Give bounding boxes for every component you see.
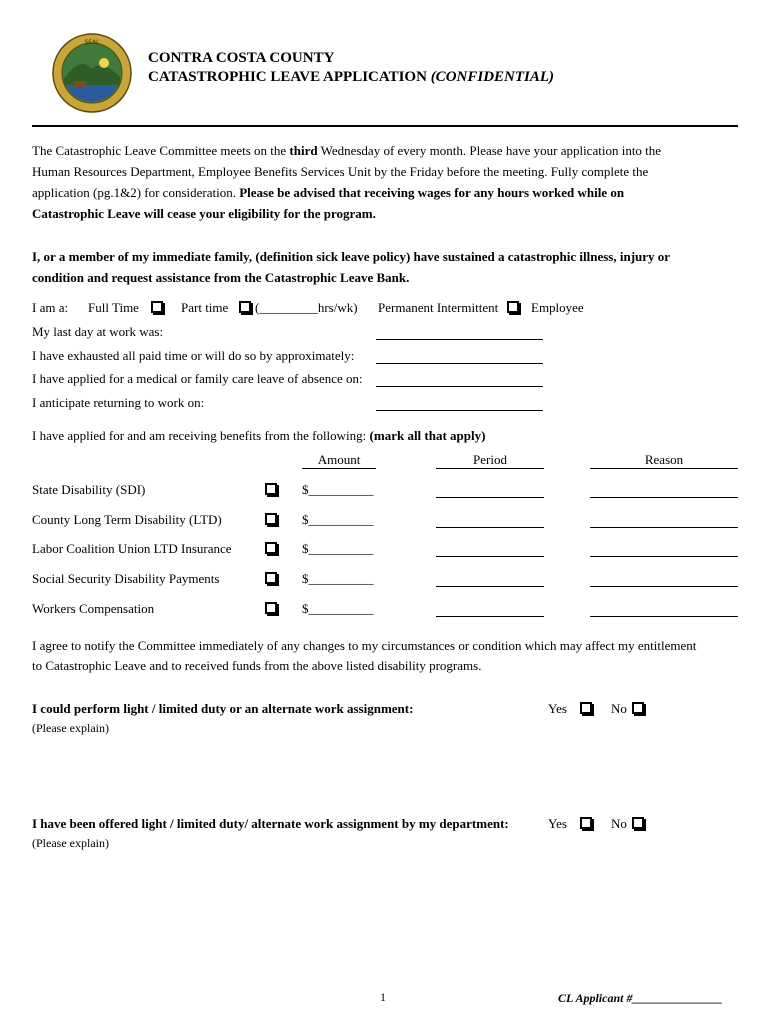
offered-duty-yes-label: Yes [548, 816, 567, 831]
benefit-period-ssd[interactable] [436, 586, 544, 587]
benefit-reason-union-ltd[interactable] [590, 556, 738, 557]
agreement-line-1: I agree to notify the Committee immediately of any changes to my circumstances or condition which may affect my entitlement [32, 638, 697, 653]
seal-label: SEAL [84, 39, 100, 46]
intro-line-2: Human Resources Department, Employee Benefits Services Unit by the Friday before the meeting. Fully complete the [32, 164, 649, 179]
light-duty-explain-area[interactable] [32, 740, 738, 800]
benefit-period-ltd[interactable] [436, 527, 544, 528]
intro-line-1 [32, 143, 661, 159]
return-date-label: I anticipate returning to work on: [32, 395, 205, 410]
benefit-checkbox-ssd[interactable] [265, 572, 277, 584]
benefit-label-sdi: State Disability (SDI) [32, 482, 146, 497]
form-title-main: CATASTROPHIC LEAVE APPLICATION [148, 69, 431, 85]
county-name: CONTRA COSTA COUNTY [148, 50, 335, 66]
permanent-intermittent-label: Permanent Intermittent [378, 300, 499, 315]
light-duty-yes-checkbox[interactable] [580, 702, 592, 714]
benefit-amount-ltd[interactable]: $__________ [302, 512, 374, 527]
light-duty-no-checkbox[interactable] [632, 702, 644, 714]
cl-applicant-number[interactable]: CL Applicant #_______________ [558, 991, 723, 1005]
offered-duty-yes-checkbox[interactable] [580, 817, 592, 829]
last-day-label: My last day at work was: [32, 324, 164, 339]
light-duty-no-label: No [611, 701, 627, 716]
light-duty-question: I could perform light / limited duty or an alternate work assignment: [32, 701, 414, 716]
benefit-label-ssd: Social Security Disability Payments [32, 571, 220, 586]
page-number: 1 [380, 990, 386, 1004]
benefit-reason-ssd[interactable] [590, 586, 738, 587]
benefit-reason-ltd[interactable] [590, 527, 738, 528]
leave-applied-input[interactable] [376, 386, 543, 387]
intro-text: Wednesday of every month. Please have your application into the [317, 143, 662, 158]
leave-applied-label: I have applied for a medical or family care leave of absence on: [32, 371, 363, 386]
offered-duty-explain-label: (Please explain) [32, 836, 109, 850]
employment-label: I am a: [32, 300, 69, 315]
offered-duty-no-checkbox[interactable] [632, 817, 644, 829]
benefit-period-union-ltd[interactable] [436, 556, 544, 557]
benefit-checkbox-ltd[interactable] [265, 513, 277, 525]
confidential-label: (CONFIDENTIAL) [430, 69, 555, 85]
column-header-amount: Amount [302, 452, 376, 469]
benefit-period-workers-comp[interactable] [436, 616, 544, 617]
intro-line-4: Catastrophic Leave will cease your eligibility for the program. [32, 206, 376, 221]
statement-line-1: I, or a member of my immediate family, (definition sick leave policy) have sustained a catastrophic illness, injury or [32, 249, 671, 264]
offered-duty-no-label: No [611, 816, 627, 831]
permanent-intermittent-checkbox[interactable] [507, 301, 519, 313]
offered-duty-question: I have been offered light / limited duty/ alternate work assignment by my department: [32, 816, 509, 831]
part-time-label: Part time [181, 300, 229, 315]
benefit-checkbox-sdi[interactable] [265, 483, 277, 495]
full-time-label: Full Time [88, 300, 139, 315]
benefits-intro-text: I have applied for and am receiving benefits from the following: [32, 428, 370, 443]
intro-line-3 [32, 185, 624, 201]
exhausted-paid-time-input[interactable] [376, 363, 543, 364]
benefits-intro [32, 428, 485, 444]
column-header-reason: Reason [590, 452, 738, 469]
light-duty-explain-label: (Please explain) [32, 721, 109, 735]
column-header-period: Period [436, 452, 544, 469]
intro-text: The Catastrophic Leave Committee meets on the [32, 143, 290, 158]
header-divider [32, 125, 738, 127]
benefit-amount-sdi[interactable]: $__________ [302, 482, 374, 497]
benefit-label-workers-comp: Workers Compensation [32, 601, 155, 616]
benefit-label-union-ltd: Labor Coalition Union LTD Insurance [32, 541, 232, 556]
benefit-checkbox-union-ltd[interactable] [265, 542, 277, 554]
intro-text: application (pg.1&2) for consideration. [32, 185, 240, 200]
employee-label: Employee [531, 300, 584, 315]
benefit-checkbox-workers-comp[interactable] [265, 602, 277, 614]
form-title [148, 69, 554, 85]
light-duty-yes-label: Yes [548, 701, 567, 716]
exhausted-paid-time-label: I have exhausted all paid time or will do so by approximately: [32, 348, 355, 363]
last-day-input[interactable] [376, 339, 543, 340]
benefit-amount-workers-comp[interactable]: $__________ [302, 601, 374, 616]
benefit-reason-workers-comp[interactable] [590, 616, 738, 617]
full-time-checkbox[interactable] [151, 301, 163, 313]
offered-duty-explain-area[interactable] [32, 855, 738, 955]
hours-per-week-field[interactable]: (_________hrs/wk) [255, 300, 358, 315]
benefit-reason-sdi[interactable] [590, 497, 738, 498]
benefit-amount-ssd[interactable]: $__________ [302, 571, 374, 586]
statement-line-2: condition and request assistance from the Catastrophic Leave Bank. [32, 270, 410, 285]
intro-bold-third: third [289, 143, 318, 158]
intro-warning: Please be advised that receiving wages for any hours worked while on [239, 185, 625, 200]
county-seal-logo [52, 33, 132, 113]
return-date-input[interactable] [376, 410, 543, 411]
benefit-label-ltd: County Long Term Disability (LTD) [32, 512, 222, 527]
agreement-line-2: to Catastrophic Leave and to received funds from the above listed disability programs. [32, 658, 482, 673]
mark-all-note: (mark all that apply) [369, 428, 486, 443]
part-time-checkbox[interactable] [239, 301, 251, 313]
benefit-amount-union-ltd[interactable]: $__________ [302, 541, 374, 556]
benefit-period-sdi[interactable] [436, 497, 544, 498]
